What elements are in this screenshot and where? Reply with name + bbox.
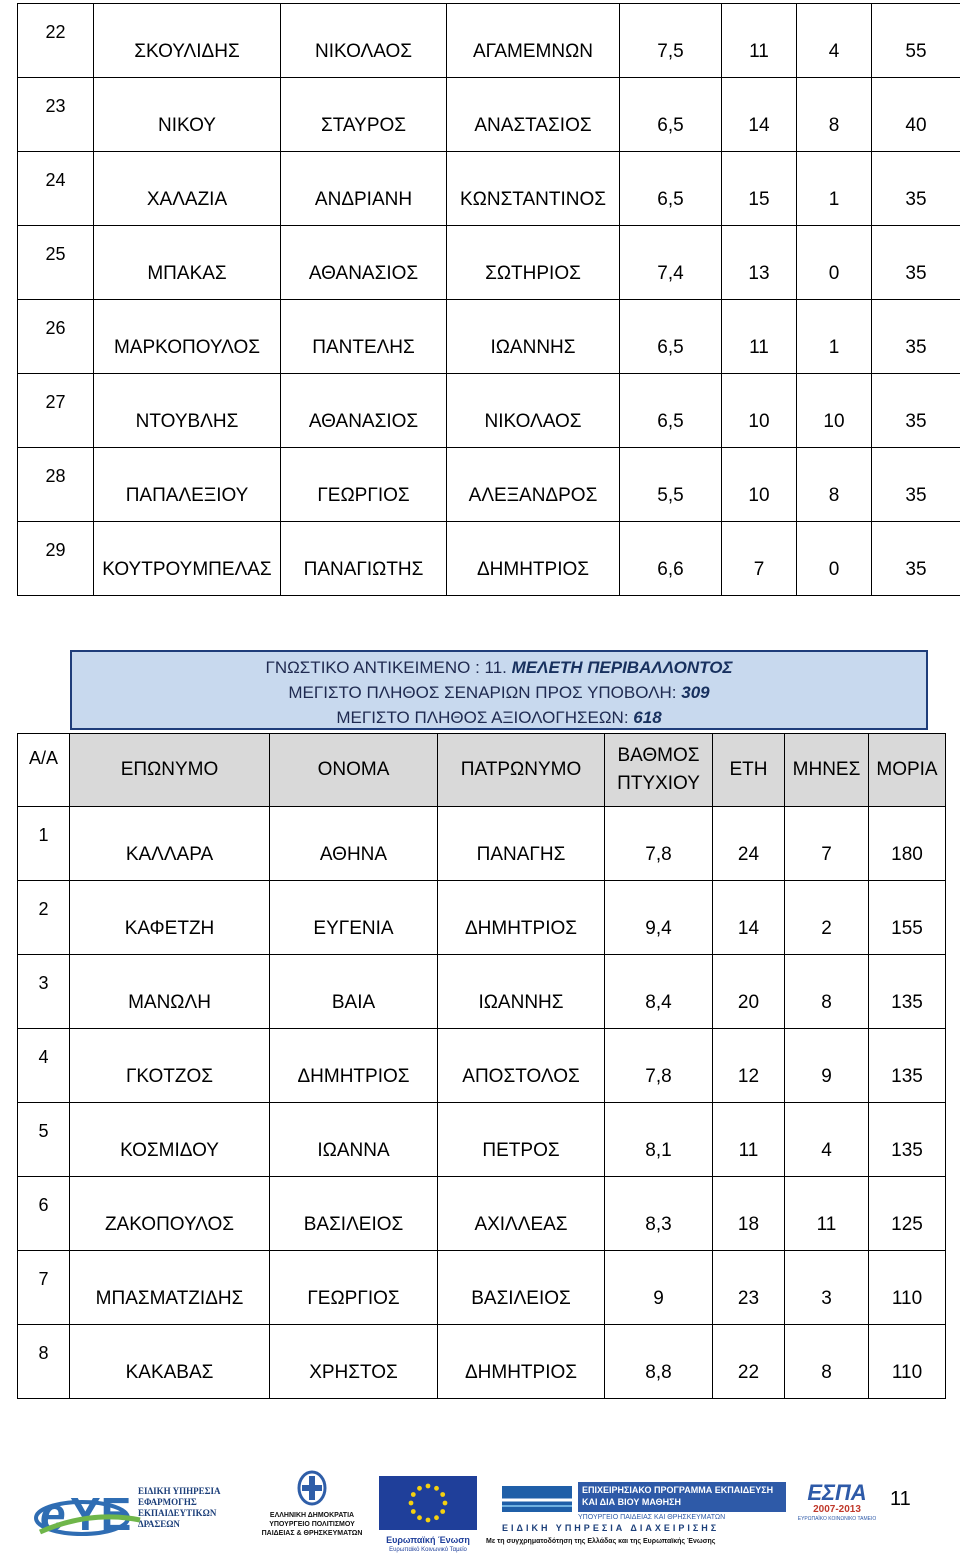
table-row xyxy=(18,448,960,522)
ministry-logo xyxy=(258,1470,366,1550)
cell-grade: 8,1 xyxy=(605,1103,713,1177)
table-row xyxy=(18,226,960,300)
eu-star-icon xyxy=(417,1486,422,1491)
cell-grade: 8,3 xyxy=(605,1177,713,1251)
cell-surname: ΚΑΚΑΒΑΣ xyxy=(70,1325,270,1399)
header-points: ΜΟΡΙΑ xyxy=(869,734,946,807)
cell-points: 135 xyxy=(869,955,946,1029)
table-row xyxy=(18,152,960,226)
programme-service: ΕΙΔΙΚΗ ΥΠΗΡΕΣΙΑ ΔΙΑΧΕΙΡΙΣΗΣ xyxy=(502,1523,720,1533)
cell-aa: 1 xyxy=(18,807,70,881)
cell-years: 10 xyxy=(722,448,797,522)
cell-grade: 7,5 xyxy=(620,4,722,78)
cell-grade: 6,5 xyxy=(620,78,722,152)
cell-aa: 28 xyxy=(18,448,94,522)
cell-surname: ΚΑΦΕΤΖΗ xyxy=(70,881,270,955)
cell-years: 11 xyxy=(713,1103,785,1177)
cell-aa: 27 xyxy=(18,374,94,448)
cell-points: 135 xyxy=(869,1103,946,1177)
espa-logo xyxy=(792,1482,882,1542)
footer-logos xyxy=(0,1462,960,1556)
greek-emblem-icon xyxy=(294,1470,330,1506)
cell-years: 10 xyxy=(722,374,797,448)
cell-name: ΙΩΑΝΝΑ xyxy=(270,1103,438,1177)
eye-logo-text: ΕΙΔΙΚΗ ΥΠΗΡΕΣΙΑ ΕΦΑΡΜΟΓΗΣ ΕΚΠΑΙΔΕΥΤΙΚΩΝ ΔΡΑΣΕΩΝ xyxy=(138,1486,220,1529)
cell-years: 13 xyxy=(722,226,797,300)
cell-father: ΑΓΑΜΕΜΝΩΝ xyxy=(447,4,620,78)
cell-aa: 26 xyxy=(18,300,94,374)
svg-text:e: e xyxy=(40,1488,66,1540)
cell-years: 18 xyxy=(713,1177,785,1251)
max-scenarios-value: 309 xyxy=(681,683,710,702)
cell-surname: ΜΑΝΩΛΗ xyxy=(70,955,270,1029)
cell-father: ΔΗΜΗΤΡΙΟΣ xyxy=(438,1325,605,1399)
espa-years: 2007-2013 xyxy=(813,1504,861,1515)
eu-star-icon xyxy=(409,1501,414,1506)
eu-star-icon xyxy=(443,1501,448,1506)
cell-name: ΕΥΓΕΝΙΑ xyxy=(270,881,438,955)
cell-name: ΑΘΑΝΑΣΙΟΣ xyxy=(281,374,447,448)
cell-aa: 29 xyxy=(18,522,94,596)
cell-father: ΣΩΤΗΡΙΟΣ xyxy=(447,226,620,300)
eu-subtext: Ευρωπαϊκό Κοινωνικό Ταμείο xyxy=(389,1547,467,1553)
cell-points: 35 xyxy=(872,152,960,226)
cell-surname: ΚΟΣΜΙΔΟΥ xyxy=(70,1103,270,1177)
max-evaluations-label: ΜΕΓΙΣΤΟ ΠΛΗΘΟΣ ΑΞΙΟΛΟΓΗΣΕΩΝ: xyxy=(336,708,634,727)
max-scenarios-label: ΜΕΓΙΣΤΟ ΠΛΗΘΟΣ ΣΕΝΑΡΙΩΝ ΠΡΟΣ ΥΠΟΒΟΛΗ: xyxy=(288,683,682,702)
cell-aa: 3 xyxy=(18,955,70,1029)
cell-father: ΙΩΑΝΝΗΣ xyxy=(447,300,620,374)
header-years: ΕΤΗ xyxy=(713,734,785,807)
eu-star-icon xyxy=(411,1509,416,1514)
cell-months: 10 xyxy=(797,374,872,448)
cell-surname: ΜΠΑΣΜΑΤΖΙΔΗΣ xyxy=(70,1251,270,1325)
cell-surname: ΜΠΑΚΑΣ xyxy=(94,226,281,300)
max-scenarios xyxy=(72,680,926,705)
eye-logo xyxy=(30,1480,250,1546)
cell-grade: 7,8 xyxy=(605,807,713,881)
cell-months: 7 xyxy=(785,807,869,881)
cell-aa: 2 xyxy=(18,881,70,955)
cell-years: 11 xyxy=(722,4,797,78)
cell-father: ΑΧΙΛΛΕΑΣ xyxy=(438,1177,605,1251)
cell-grade: 6,5 xyxy=(620,374,722,448)
header-aa: Α/Α xyxy=(18,734,70,807)
cell-father: ΝΙΚΟΛΑΟΣ xyxy=(447,374,620,448)
cell-months: 1 xyxy=(797,152,872,226)
cell-years: 23 xyxy=(713,1251,785,1325)
eu-star-icon xyxy=(434,1515,439,1520)
cell-surname: ΚΑΛΛΑΡΑ xyxy=(70,807,270,881)
table-row xyxy=(18,522,960,596)
cell-surname: ΜΑΡΚΟΠΟΥΛΟΣ xyxy=(94,300,281,374)
cell-grade: 6,5 xyxy=(620,300,722,374)
subject-name: ΜΕΛΕΤΗ ΠΕΡΙΒΑΛΛΟΝΤΟΣ xyxy=(511,658,733,677)
cell-months: 8 xyxy=(785,1325,869,1399)
table-row xyxy=(18,4,960,78)
cell-months: 2 xyxy=(785,881,869,955)
eu-star-icon xyxy=(426,1484,431,1489)
table-row xyxy=(18,1325,946,1399)
cell-grade: 6,5 xyxy=(620,152,722,226)
cell-name: ΣΤΑΥΡΟΣ xyxy=(281,78,447,152)
cell-father: ΔΗΜΗΤΡΙΟΣ xyxy=(447,522,620,596)
cell-grade: 8,8 xyxy=(605,1325,713,1399)
cell-father: ΙΩΑΝΝΗΣ xyxy=(438,955,605,1029)
cell-months: 3 xyxy=(785,1251,869,1325)
header-grade-line2: ΠΤΥΧΙΟΥ xyxy=(617,773,700,794)
cell-father: ΑΛΕΞΑΝΔΡΟΣ xyxy=(447,448,620,522)
cell-name: ΧΡΗΣΤΟΣ xyxy=(270,1325,438,1399)
cell-grade: 6,6 xyxy=(620,522,722,596)
eu-star-icon xyxy=(411,1492,416,1497)
page-number: 11 xyxy=(890,1488,911,1510)
results-table-continued xyxy=(17,3,960,596)
cell-years: 12 xyxy=(713,1029,785,1103)
cell-months: 4 xyxy=(785,1103,869,1177)
eu-star-icon xyxy=(426,1518,431,1523)
table-row xyxy=(18,807,946,881)
cell-aa: 6 xyxy=(18,1177,70,1251)
subject-title xyxy=(72,655,926,680)
cell-father: ΑΠΟΣΤΟΛΟΣ xyxy=(438,1029,605,1103)
eu-star-icon xyxy=(440,1509,445,1514)
cell-grade: 9,4 xyxy=(605,881,713,955)
cell-name: ΓΕΩΡΓΙΟΣ xyxy=(270,1251,438,1325)
cell-grade: 8,4 xyxy=(605,955,713,1029)
operational-programme-logo xyxy=(486,1482,786,1556)
cell-name: ΠΑΝΑΓΙΩΤΗΣ xyxy=(281,522,447,596)
svg-text:YE: YE xyxy=(70,1488,132,1540)
cell-name: ΒΑΣΙΛΕΙΟΣ xyxy=(270,1177,438,1251)
table-row xyxy=(18,881,946,955)
cell-aa: 5 xyxy=(18,1103,70,1177)
cell-points: 125 xyxy=(869,1177,946,1251)
cell-months: 9 xyxy=(785,1029,869,1103)
cell-father: ΒΑΣΙΛΕΙΟΣ xyxy=(438,1251,605,1325)
table-row xyxy=(18,78,960,152)
cell-points: 35 xyxy=(872,374,960,448)
header-father: ΠΑΤΡΩΝΥΜΟ xyxy=(438,734,605,807)
header-grade-line1: ΒΑΘΜΟΣ xyxy=(617,745,700,766)
cell-points: 35 xyxy=(872,300,960,374)
cell-months: 8 xyxy=(797,448,872,522)
cell-surname: ΝΙΚΟΥ xyxy=(94,78,281,152)
cell-months: 8 xyxy=(785,955,869,1029)
programme-tagline: Με τη συγχρηματοδότηση της Ελλάδας και της Ευρωπαϊκής Ένωσης xyxy=(486,1538,716,1545)
cell-aa: 24 xyxy=(18,152,94,226)
subject-label: ΓΝΩΣΤΙΚΟ ΑΝΤΙΚΕΙΜΕΝΟ : 11. xyxy=(265,658,512,677)
cell-points: 35 xyxy=(872,448,960,522)
cell-points: 55 xyxy=(872,4,960,78)
table-row xyxy=(18,955,946,1029)
header-name: ΟΝΟΜΑ xyxy=(270,734,438,807)
cell-aa: 7 xyxy=(18,1251,70,1325)
subject-info-box xyxy=(70,650,928,730)
cell-points: 135 xyxy=(869,1029,946,1103)
cell-father: ΚΩΝΣΤΑΝΤΙΝΟΣ xyxy=(447,152,620,226)
cell-father: ΔΗΜΗΤΡΙΟΣ xyxy=(438,881,605,955)
cell-surname: ΖΑΚΟΠΟΥΛΟΣ xyxy=(70,1177,270,1251)
cell-years: 11 xyxy=(722,300,797,374)
cell-months: 11 xyxy=(785,1177,869,1251)
espa-title: ΕΣΠΑ xyxy=(807,1480,867,1505)
cell-years: 15 xyxy=(722,152,797,226)
eu-star-icon xyxy=(417,1515,422,1520)
max-evaluations-value: 618 xyxy=(633,708,662,727)
header-surname: ΕΠΩΝΥΜΟ xyxy=(70,734,270,807)
cell-months: 0 xyxy=(797,226,872,300)
cell-surname: ΓΚΟΤΖΟΣ xyxy=(70,1029,270,1103)
cell-grade: 7,8 xyxy=(605,1029,713,1103)
max-evaluations xyxy=(72,705,926,730)
cell-father: ΠΑΝΑΓΗΣ xyxy=(438,807,605,881)
cell-years: 22 xyxy=(713,1325,785,1399)
table-row xyxy=(18,1029,946,1103)
cell-years: 24 xyxy=(713,807,785,881)
results-table xyxy=(17,733,946,1399)
eu-star-icon xyxy=(440,1492,445,1497)
cell-grade: 5,5 xyxy=(620,448,722,522)
cell-name: ΠΑΝΤΕΛΗΣ xyxy=(281,300,447,374)
cell-name: ΑΘΗΝΑ xyxy=(270,807,438,881)
cell-name: ΔΗΜΗΤΡΙΟΣ xyxy=(270,1029,438,1103)
cell-aa: 22 xyxy=(18,4,94,78)
cell-points: 155 xyxy=(869,881,946,955)
cell-grade: 9 xyxy=(605,1251,713,1325)
cell-father: ΑΝΑΣΤΑΣΙΟΣ xyxy=(447,78,620,152)
cell-points: 40 xyxy=(872,78,960,152)
cell-years: 20 xyxy=(713,955,785,1029)
cell-points: 180 xyxy=(869,807,946,881)
cell-aa: 8 xyxy=(18,1325,70,1399)
programme-title: ΕΠΙΧΕΙΡΗΣΙΑΚΟ ΠΡΟΓΡΑΜΜΑ ΕΚΠΑΙΔΕΥΣΗ ΚΑΙ ΔΙΑ ΒΙΟΥ ΜΑΘΗΣΗ xyxy=(578,1482,786,1512)
cell-months: 0 xyxy=(797,522,872,596)
cell-name: ΝΙΚΟΛΑΟΣ xyxy=(281,4,447,78)
eu-star-icon xyxy=(434,1486,439,1491)
cell-years: 7 xyxy=(722,522,797,596)
eu-flag-icon xyxy=(379,1476,477,1530)
cell-aa: 23 xyxy=(18,78,94,152)
table-row xyxy=(18,300,960,374)
cell-months: 1 xyxy=(797,300,872,374)
header-months: ΜΗΝΕΣ xyxy=(785,734,869,807)
cell-grade: 7,4 xyxy=(620,226,722,300)
cell-surname: ΝΤΟΥΒΛΗΣ xyxy=(94,374,281,448)
cell-aa: 25 xyxy=(18,226,94,300)
table-row xyxy=(18,1103,946,1177)
eu-text: Ευρωπαϊκή Ένωση xyxy=(386,1535,470,1545)
table-row xyxy=(18,1251,946,1325)
cell-father: ΠΕΤΡΟΣ xyxy=(438,1103,605,1177)
cell-surname: ΠΑΠΑΛΕΞΙΟΥ xyxy=(94,448,281,522)
table-header-row xyxy=(18,734,946,807)
cell-points: 110 xyxy=(869,1325,946,1399)
cell-surname: ΣΚΟΥΛΙΔΗΣ xyxy=(94,4,281,78)
cell-aa: 4 xyxy=(18,1029,70,1103)
table-row xyxy=(18,1177,946,1251)
cell-months: 8 xyxy=(797,78,872,152)
cell-surname: ΧΑΛΑΖΙΑ xyxy=(94,152,281,226)
table-row xyxy=(18,374,960,448)
programme-ministry: ΥΠΟΥΡΓΕΙΟ ΠΑΙΔΕΙΑΣ ΚΑΙ ΘΡΗΣΚΕΥΜΑΤΩΝ xyxy=(578,1514,726,1521)
cell-points: 35 xyxy=(872,522,960,596)
cell-surname: ΚΟΥΤΡΟΥΜΠΕΛΑΣ xyxy=(94,522,281,596)
cell-name: ΓΕΩΡΓΙΟΣ xyxy=(281,448,447,522)
cell-name: ΑΘΑΝΑΣΙΟΣ xyxy=(281,226,447,300)
programme-book-icon xyxy=(500,1482,580,1516)
cell-years: 14 xyxy=(722,78,797,152)
ministry-text: ΕΛΛΗΝΙΚΗ ΔΗΜΟΚΡΑΤΙΑ ΥΠΟΥΡΓΕΙΟ ΠΟΛΙΤΙΣΜΟΥ ΠΑΙΔΕΙΑΣ & ΘΡΗΣΚΕΥΜΑΤΩΝ xyxy=(261,1512,363,1537)
cell-name: ΑΝΔΡΙΑΝΗ xyxy=(281,152,447,226)
cell-months: 4 xyxy=(797,4,872,78)
cell-name: ΒΑΙΑ xyxy=(270,955,438,1029)
cell-years: 14 xyxy=(713,881,785,955)
espa-subtext: ΕΥΡΩΠΑΪΚΟ ΚΟΙΝΩΝΙΚΟ ΤΑΜΕΙΟ xyxy=(797,1516,877,1522)
cell-points: 35 xyxy=(872,226,960,300)
eu-logo xyxy=(378,1476,478,1553)
header-grade xyxy=(605,734,713,807)
cell-points: 110 xyxy=(869,1251,946,1325)
